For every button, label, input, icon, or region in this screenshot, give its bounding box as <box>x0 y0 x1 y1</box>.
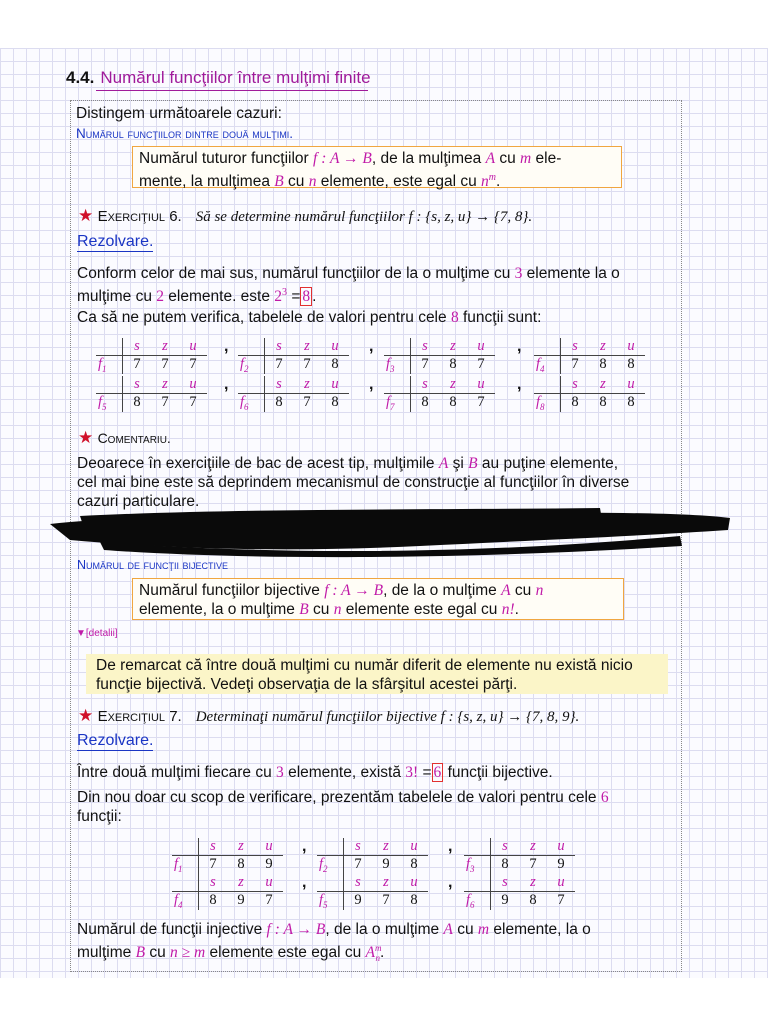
function-table-f8 <box>534 376 645 412</box>
table-header-cell: z <box>530 838 536 854</box>
table-function-name <box>96 394 123 412</box>
def1-set-b: B <box>274 173 284 191</box>
table-value-cell: 8 <box>617 356 645 374</box>
def1-text: cu <box>495 150 521 167</box>
rezolvare-link-1[interactable]: Rezolvare. <box>77 233 154 250</box>
p4-num: 6 <box>600 789 609 806</box>
table-header-cell: s <box>502 838 508 854</box>
result-box-1: 8 <box>302 288 311 306</box>
result-box-2: 6 <box>433 764 442 781</box>
table-separator-comma: , <box>369 338 374 355</box>
p1-base: 2 <box>274 288 283 306</box>
function-table-f3 <box>384 338 495 374</box>
note-box: De remarcat că între două mulţimi cu număr diferit de elemente nu există nicio funcţie bijectivă. Vedeţi observaţia de la sfârşitul acestei părţi. <box>86 654 668 694</box>
table-value-cell: 7 <box>372 892 400 910</box>
table-header-cell: u <box>627 376 635 392</box>
function-table-f2 <box>238 338 349 374</box>
table-header-cell: z <box>450 338 456 354</box>
p5-text: mulţime <box>77 944 136 962</box>
intro-text: Distingem următoarele cazuri: <box>76 105 282 122</box>
table-function-name <box>464 892 491 910</box>
table-value-cell: 9 <box>255 856 283 874</box>
table-value-cell: 7 <box>265 356 294 374</box>
def1-text: , de la mulţimea <box>371 150 486 167</box>
def2-text: elemente este egal cu <box>341 601 502 618</box>
table-header-cell: u <box>265 874 273 890</box>
table-separator-comma: , <box>302 838 307 855</box>
p5-text: , de la o mulţime <box>325 921 444 938</box>
section-number: 4.4. <box>66 68 95 87</box>
def2-text: Numărul funcţiilor bijective <box>139 582 325 599</box>
function-table-f1 <box>172 838 283 874</box>
function-letter: f <box>536 394 541 410</box>
function-index: 2 <box>244 363 249 374</box>
function-index: 3 <box>470 863 475 874</box>
table-separator-comma: , <box>224 338 229 355</box>
table-header-cell: s <box>134 338 140 354</box>
paragraph-3 <box>77 763 553 782</box>
paragraph-5 <box>77 920 591 968</box>
table-function-name <box>96 356 123 374</box>
exercise-7 <box>78 706 579 727</box>
table-corner <box>384 338 411 356</box>
def2-function: f : A → B <box>324 582 384 599</box>
p5-set-a: A <box>443 921 453 938</box>
function-letter: f <box>466 856 471 872</box>
table-header-cell: s <box>134 376 140 392</box>
table-value-cell: 9 <box>227 892 255 910</box>
subsection-heading-1: Numărul funcţiilor dintre două mulţimi. <box>76 126 294 141</box>
function-index: 5 <box>102 401 107 412</box>
table-header-cell: u <box>557 838 565 854</box>
function-table-f5 <box>96 376 207 412</box>
table-value-cell: 9 <box>344 892 373 910</box>
function-index: 6 <box>470 899 475 910</box>
table-value-cell: 7 <box>561 356 590 374</box>
table-corner <box>96 376 123 394</box>
details-toggle[interactable]: ▼[detalii] <box>76 628 118 639</box>
p3-factorial: 3! <box>405 764 419 781</box>
function-index: 1 <box>102 363 107 374</box>
table-header-cell: z <box>450 376 456 392</box>
table-separator-comma: , <box>448 838 453 855</box>
def2-n: n <box>535 582 544 599</box>
def1-text: mente, la mulţimea <box>139 173 275 191</box>
p1-text: . <box>312 288 317 306</box>
def1-text: elemente, este egal cu <box>316 173 482 191</box>
function-table-f1 <box>96 338 207 374</box>
comment-heading <box>78 428 171 448</box>
p3-text: funcţii bijective. <box>443 764 553 781</box>
star-icon: ★ <box>78 428 94 447</box>
table-header-cell: z <box>600 338 606 354</box>
p5-arrangement: A <box>365 944 375 962</box>
function-letter: f <box>98 394 103 410</box>
p2-text: Ca să ne putem verifica, tabelele de valori pentru cele <box>77 309 451 326</box>
def2-text: . <box>514 601 519 618</box>
table-header-cell: s <box>502 874 508 890</box>
function-index: 6 <box>244 401 249 412</box>
section-heading: Numărul funcţiilor între mulţimi finite <box>100 68 371 87</box>
def1-text: . <box>496 173 501 191</box>
p1-text: mulţime cu <box>77 288 157 306</box>
table-value-cell: 8 <box>265 394 294 412</box>
table-function-name <box>464 856 491 874</box>
table-function-name <box>317 892 344 910</box>
p4-text: funcţii: <box>77 808 122 825</box>
function-letter: f <box>386 356 391 372</box>
p5-text: . <box>379 944 385 962</box>
exercise-7-heading: Exerciţiul 7. <box>97 708 182 725</box>
table-value-cell: 8 <box>589 394 617 412</box>
table-header-cell: z <box>304 338 310 354</box>
table-value-cell: 7 <box>151 356 179 374</box>
comment-line-2: cel mai bine este să deprindem mecanismul de construcţie al funcţiilor în diverse <box>77 474 630 491</box>
def1-function: f : A → B <box>313 150 372 167</box>
p5-m: m <box>477 921 490 938</box>
p5-text: elemente este egal cu <box>205 944 366 962</box>
rezolvare-link-2[interactable]: Rezolvare. <box>77 732 154 749</box>
table-separator-comma: , <box>369 376 374 393</box>
p3-text: Între două mulţimi fiecare cu <box>77 764 277 781</box>
table-header-cell: u <box>189 376 197 392</box>
comment-text-part: au puţine elemente, <box>477 455 619 472</box>
function-letter: f <box>98 356 103 372</box>
def1-n: n <box>308 173 317 191</box>
table-header-cell: s <box>422 376 428 392</box>
table-value-cell: 7 <box>199 856 228 874</box>
paragraph-2 <box>77 308 541 327</box>
table-function-name <box>317 856 344 874</box>
table-corner <box>238 338 265 356</box>
def1-set-a: A <box>485 150 496 167</box>
table-value-cell: 8 <box>439 356 467 374</box>
redaction-scribble <box>40 506 740 560</box>
table-function-name <box>238 394 265 412</box>
def1-m: m <box>520 150 532 167</box>
table-value-cell: 7 <box>519 856 547 874</box>
table-corner <box>96 338 123 356</box>
function-table-f7 <box>384 376 495 412</box>
def2-text: , de la o mulţime <box>383 582 502 599</box>
comment-text <box>77 454 629 511</box>
table-header-cell: z <box>600 376 606 392</box>
def1-text: Numărul tuturor funcţiilor <box>139 150 314 167</box>
function-table-f5 <box>317 874 428 910</box>
table-function-name <box>238 356 265 374</box>
table-value-cell: 7 <box>467 394 495 412</box>
function-table-f4 <box>172 874 283 910</box>
def2-text: cu <box>510 582 536 599</box>
table-value-cell: 7 <box>179 394 207 412</box>
table-value-cell: 8 <box>199 892 228 910</box>
table-value-cell: 7 <box>179 356 207 374</box>
function-letter: f <box>319 856 324 872</box>
table-function-name <box>172 856 199 874</box>
table-header-cell: u <box>477 338 485 354</box>
p5-text: cu <box>145 944 171 962</box>
table-value-cell: 7 <box>293 356 321 374</box>
definition-box-1 <box>132 146 622 191</box>
comment-text-part: şi <box>448 455 469 472</box>
function-index: 5 <box>323 899 328 910</box>
table-value-cell: 9 <box>372 856 400 874</box>
comment-text-part: Deoarece în exerciţiile de bac de acest tip, mulţimile <box>77 455 439 472</box>
table-header-cell: s <box>422 338 428 354</box>
p1-text: Conform celor de mai sus, numărul funcţiilor de la o mulţime cu <box>77 265 515 282</box>
table-value-cell: 8 <box>561 394 590 412</box>
table-header-cell: z <box>383 838 389 854</box>
def2-set-a: A <box>501 582 511 599</box>
table-header-cell: u <box>557 874 565 890</box>
table-corner <box>172 838 199 856</box>
table-separator-comma: , <box>448 874 453 891</box>
p5-arr-sup: m <box>374 943 382 953</box>
def1-power-base: n <box>481 173 489 191</box>
section-title <box>66 68 371 88</box>
table-header-cell: u <box>477 376 485 392</box>
function-letter: f <box>240 394 245 410</box>
p5-set-b: B <box>135 944 146 962</box>
table-header-cell: u <box>265 838 273 854</box>
comment-set-b: B <box>468 455 478 472</box>
function-index: 8 <box>540 401 545 412</box>
p4-text: Din nou doar cu scop de verificare, prezentăm tabelele de valori pentru cele <box>77 789 601 806</box>
function-letter: f <box>536 356 541 372</box>
table-separator-comma: , <box>517 376 522 393</box>
table-corner <box>534 338 561 356</box>
table-header-cell: z <box>238 874 244 890</box>
function-letter: f <box>174 856 179 872</box>
function-table-f6 <box>464 874 575 910</box>
star-icon: ★ <box>78 706 94 725</box>
function-index: 2 <box>323 863 328 874</box>
table-value-cell: 8 <box>491 856 520 874</box>
p1-num: 3 <box>514 265 523 282</box>
p5-function: f : A → B <box>266 921 326 938</box>
table-value-cell: 8 <box>589 356 617 374</box>
definition-box-2 <box>132 578 624 620</box>
table-value-cell: 7 <box>467 356 495 374</box>
table-corner <box>384 376 411 394</box>
exercise-6 <box>78 206 532 227</box>
table-header-cell: z <box>162 338 168 354</box>
comment-line-3: cazuri particulare. <box>77 493 200 510</box>
comment-set-a: A <box>438 455 449 472</box>
table-header-cell: z <box>162 376 168 392</box>
def2-n: n <box>333 601 342 618</box>
table-value-cell: 7 <box>151 394 179 412</box>
comment-title: Comentariu. <box>97 430 171 446</box>
table-header-cell: s <box>210 874 216 890</box>
table-corner <box>317 838 344 856</box>
p1-text: elemente. este <box>164 288 275 306</box>
table-header-cell: u <box>331 376 339 392</box>
table-value-cell: 7 <box>547 892 575 910</box>
function-letter: f <box>174 892 179 908</box>
table-value-cell: 8 <box>439 394 467 412</box>
p2-num: 8 <box>450 309 459 326</box>
table-corner <box>238 376 265 394</box>
table-header-cell: s <box>355 838 361 854</box>
def1-text: cu <box>283 173 309 191</box>
table-function-name <box>384 394 411 412</box>
function-index: 1 <box>178 863 183 874</box>
p1-exp: 3 <box>282 287 288 298</box>
p3-text: elemente, există <box>283 764 406 781</box>
paragraph-4 <box>77 788 609 826</box>
star-icon: ★ <box>78 206 94 225</box>
table-value-cell: 8 <box>321 394 349 412</box>
exercise-6-heading: Exerciţiul 6. <box>97 208 182 225</box>
table-header-cell: u <box>627 338 635 354</box>
table-corner <box>464 874 491 892</box>
def2-text: elemente, la o mulţime <box>139 601 300 618</box>
table-value-cell: 7 <box>255 892 283 910</box>
function-letter: f <box>386 394 391 410</box>
function-table-f2 <box>317 838 428 874</box>
table-value-cell: 9 <box>547 856 575 874</box>
function-letter: f <box>319 892 324 908</box>
p3-num: 3 <box>276 764 284 781</box>
p5-condition: n ≥ m <box>170 944 206 962</box>
p5-text: cu <box>452 921 478 938</box>
section-underline <box>96 90 368 91</box>
table-corner <box>317 874 344 892</box>
function-letter: f <box>240 356 245 372</box>
table-header-cell: u <box>410 838 418 854</box>
function-index: 7 <box>390 401 395 412</box>
table-header-cell: s <box>210 838 216 854</box>
table-value-cell: 8 <box>400 856 428 874</box>
table-corner <box>172 874 199 892</box>
table-function-name <box>384 356 411 374</box>
table-value-cell: 7 <box>411 356 440 374</box>
table-value-cell: 8 <box>321 356 349 374</box>
table-header-cell: z <box>238 838 244 854</box>
table-value-cell: 7 <box>293 394 321 412</box>
table-header-cell: s <box>572 376 578 392</box>
table-value-cell: 7 <box>344 856 373 874</box>
exercise-7-text: Determinaţi numărul funcţiilor bijective f : {s, z, u} → {7, 8, 9}. <box>195 709 580 725</box>
p1-text: elemente la o <box>522 265 620 282</box>
function-index: 4 <box>178 899 183 910</box>
function-index: 3 <box>390 363 395 374</box>
table-value-cell: 8 <box>411 394 440 412</box>
table-value-cell: 8 <box>227 856 255 874</box>
function-table-f4 <box>534 338 645 374</box>
p3-eq: = <box>418 764 432 781</box>
exercise-6-text: Să se determine numărul funcţiilor f : {s, z, u} → {7, 8}. <box>195 209 533 225</box>
table-separator-comma: , <box>302 874 307 891</box>
table-header-cell: z <box>304 376 310 392</box>
table-header-cell: s <box>276 376 282 392</box>
table-header-cell: s <box>276 338 282 354</box>
function-letter: f <box>466 892 471 908</box>
table-corner <box>464 838 491 856</box>
p5-text: elemente, la o <box>489 921 591 938</box>
table-header-cell: s <box>572 338 578 354</box>
p5-text: Numărul de funcţii injective <box>77 921 267 938</box>
p5-arr-sub: n <box>375 953 380 964</box>
table-header-cell: s <box>355 874 361 890</box>
p2-text: funcţii sunt: <box>458 309 542 326</box>
def1-text: ele- <box>531 150 562 167</box>
subsection-heading-2: Numărul de funcţii bijective <box>77 558 228 572</box>
def2-text: cu <box>308 601 334 618</box>
table-value-cell: 7 <box>123 356 152 374</box>
def2-set-b: B <box>299 601 309 618</box>
table-value-cell: 8 <box>123 394 152 412</box>
table-corner <box>534 376 561 394</box>
table-header-cell: z <box>530 874 536 890</box>
p1-eq: = <box>287 288 301 306</box>
function-table-f3 <box>464 838 575 874</box>
table-header-cell: u <box>331 338 339 354</box>
table-function-name <box>534 356 561 374</box>
table-header-cell: u <box>189 338 197 354</box>
table-separator-comma: , <box>224 376 229 393</box>
function-index: 4 <box>540 363 545 374</box>
table-value-cell: 8 <box>400 892 428 910</box>
table-value-cell: 8 <box>519 892 547 910</box>
def1-power-exp: m <box>488 172 497 183</box>
function-table-f6 <box>238 376 349 412</box>
paragraph-1 <box>77 264 620 306</box>
def2-factorial: n! <box>501 601 515 618</box>
table-separator-comma: , <box>517 338 522 355</box>
table-function-name <box>534 394 561 412</box>
table-header-cell: u <box>410 874 418 890</box>
p1-num: 2 <box>156 288 164 306</box>
table-value-cell: 9 <box>491 892 520 910</box>
table-value-cell: 8 <box>617 394 645 412</box>
table-header-cell: z <box>383 874 389 890</box>
table-function-name <box>172 892 199 910</box>
